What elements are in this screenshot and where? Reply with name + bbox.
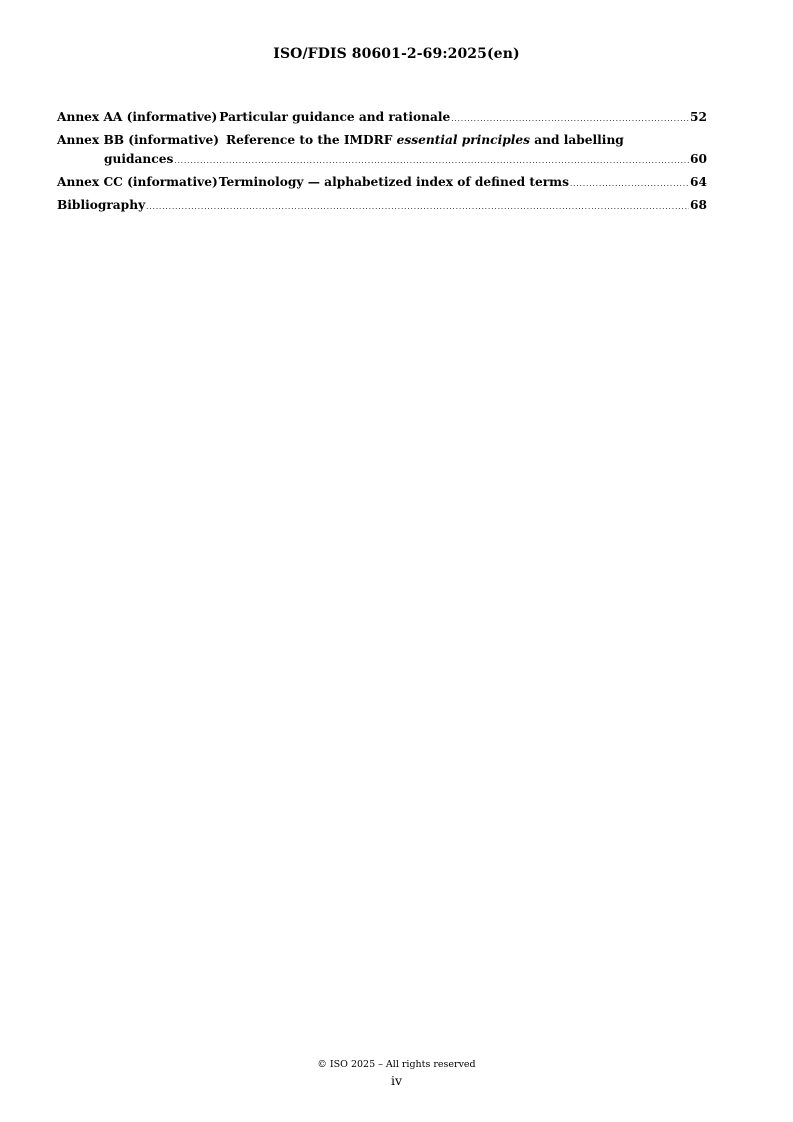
toc-page-number: 60 <box>690 151 707 166</box>
toc-line <box>57 131 707 150</box>
document-header: ISO/FDIS 80601-2-69:2025(en) <box>273 46 520 62</box>
toc-line <box>57 173 707 194</box>
toc-page-number: 52 <box>690 110 707 124</box>
toc-line <box>57 196 707 217</box>
toc-entry-title: Particular guidance and rationale <box>219 110 451 124</box>
toc-entry-title-continuation: guidances <box>104 151 174 166</box>
toc-entry-annex-cc[interactable] <box>57 173 707 194</box>
toc-title-part: Reference to the IMDRF <box>226 133 397 147</box>
toc-page-number: 68 <box>690 197 707 212</box>
toc-line <box>57 108 707 129</box>
copyright-notice: © ISO 2025 – All rights reserved <box>317 1059 476 1070</box>
toc-entry-label: Annex AA (informative) <box>57 110 218 124</box>
toc-entry-annex-aa[interactable] <box>57 108 707 129</box>
table-of-contents <box>57 108 707 219</box>
toc-dot-leader <box>451 108 689 129</box>
toc-entry-bibliography[interactable] <box>57 196 707 217</box>
toc-line-continuation <box>57 150 707 171</box>
toc-entry-title: Terminology — alphabetized index of defined terms <box>218 174 569 189</box>
toc-entry-label: Annex CC (informative) <box>57 174 218 189</box>
toc-entry-annex-bb[interactable] <box>57 131 707 170</box>
toc-title-part: and labelling <box>529 133 624 147</box>
toc-title-emphasis: essential principles <box>396 133 530 147</box>
toc-dot-leader <box>174 150 689 171</box>
toc-page-number: 64 <box>690 174 707 189</box>
toc-entry-title <box>226 131 624 150</box>
toc-dot-leader <box>570 173 689 194</box>
page-footer <box>0 1058 793 1090</box>
page-number: iv <box>390 1073 403 1088</box>
toc-entry-title: Bibliography <box>57 197 146 212</box>
toc-dot-leader <box>146 196 689 217</box>
toc-entry-label: Annex BB (informative) <box>57 133 219 147</box>
